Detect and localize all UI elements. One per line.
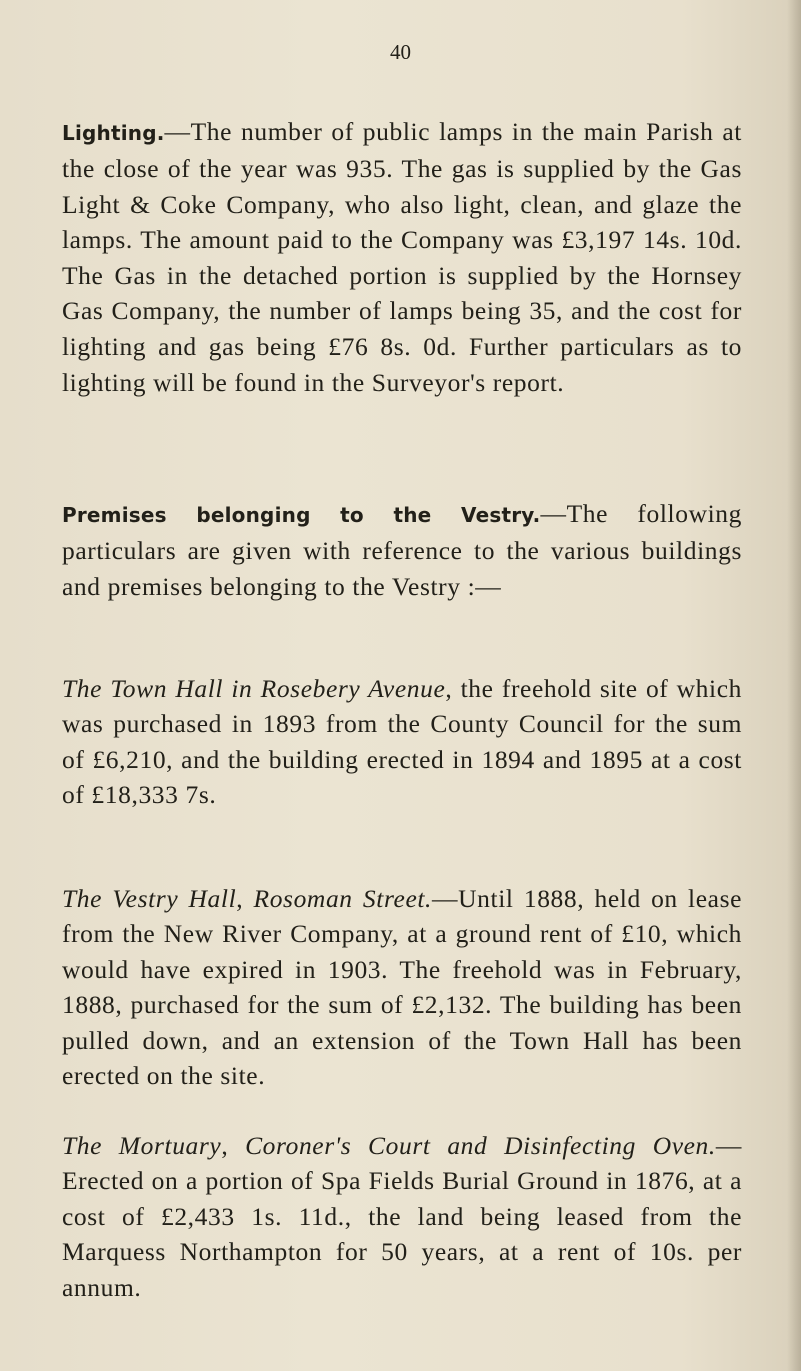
lighting-paragraph [62,114,742,401]
premises-paragraph [62,496,742,605]
vestry-hall-paragraph [62,881,742,1095]
mortuary-title: The Mortuary [62,1130,222,1160]
vestry-hall-separator: , [236,883,254,913]
town-hall-paragraph [62,671,742,813]
page-edge-shadow [787,0,801,1371]
vestry-hall-title: The Vestry Hall [62,883,237,913]
mortuary-title-rest: Coroner's Court and Disinfecting Oven. [245,1130,716,1160]
mortuary-separator: , [221,1130,246,1160]
town-hall-title: The Town Hall in Rosebery Avenue [62,673,446,703]
vestry-hall-text: —Until 1888, held on lease from the New River Company, at a ground rent of £10, which would have expired in 1903. The freehold was in February, 1888, purchased for the sum of £2,132. The building has been pulled down, and an extension of the Town Hall has been erected on the site. [62,883,743,1091]
mortuary-text: —Erected on a portion of Spa Fields Burial Ground in 1876, at a cost of £2,433 1s. 11d., the land being leased from the Marquess Northampton for 50 years, at a rent of 10s. per annum. [62,1130,742,1302]
vestry-hall-location: Rosoman Street. [253,883,433,913]
town-hall-text: , the freehold site of which was purchased in 1893 from the County Council for the sum of £6,210, and the building erected in 1894 and 1895 at a cost of £18,333 7s. [62,673,742,810]
lighting-text: —The number of public lamps in the main Parish at the close of the year was 935. The gas is supplied by the Gas Light & Coke Company, who also light, clean, and glaze the lamps. The amount paid to the Company was £3,197 14s. 10d. The Gas in the detached portion is supplied by the Hornsey Gas Company, the number of lamps being 35, and the cost for lighting and gas being £76 8s. 0d. Further particulars as to lighting will be found in the Surveyor's report. [62,116,742,397]
lighting-heading: Lighting. [62,120,165,145]
mortuary-paragraph [62,1128,742,1306]
page-number: 40 [390,40,411,64]
premises-text: —The following particulars are given with reference to the various buildings and premises belonging to the Vestry :— [62,498,742,601]
premises-heading: Premises belonging to the Vestry. [62,502,541,527]
